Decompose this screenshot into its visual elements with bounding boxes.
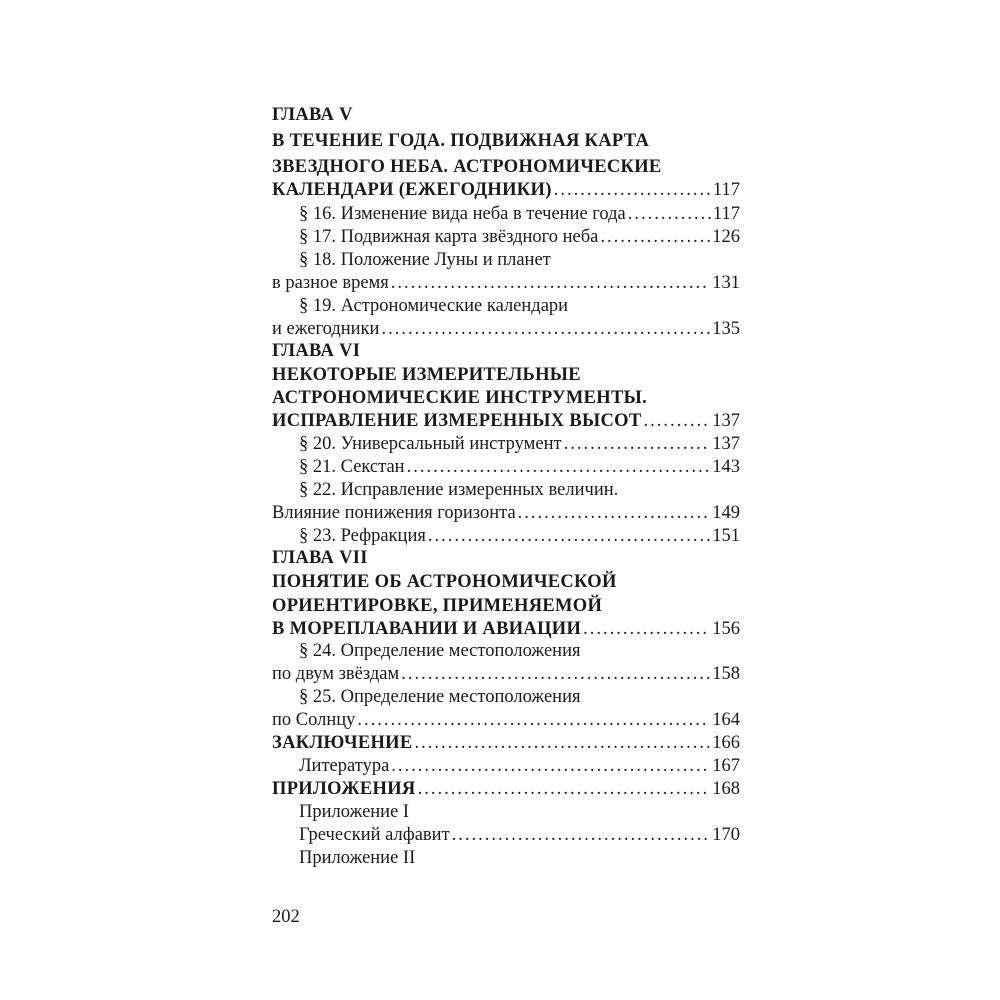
dot-leader bbox=[564, 433, 711, 455]
section-title: Греческий алфавит bbox=[299, 825, 450, 845]
page-ref: 117 bbox=[712, 180, 740, 200]
dot-leader bbox=[600, 226, 710, 248]
section-title: § 23. Рефракция bbox=[299, 526, 426, 546]
page-ref: 156 bbox=[712, 619, 740, 639]
dot-leader bbox=[554, 179, 711, 201]
dot-leader bbox=[415, 732, 711, 754]
toc-entry-section bbox=[272, 502, 740, 524]
section-title: § 17. Подвижная карта звёздного неба bbox=[299, 227, 599, 247]
page-ref: 158 bbox=[712, 664, 740, 684]
dot-leader bbox=[452, 824, 711, 846]
toc-entry-section bbox=[299, 203, 740, 225]
toc-entry-section bbox=[299, 226, 740, 248]
toc-entry-section bbox=[299, 433, 740, 455]
section-title-cont: Влияние понижения горизонта bbox=[272, 503, 516, 523]
toc-entry-section bbox=[299, 456, 740, 478]
chapter-heading: ГЛАВА VI bbox=[272, 341, 361, 361]
dot-leader bbox=[518, 502, 711, 524]
page-ref: 151 bbox=[712, 526, 740, 546]
page-number: 202 bbox=[272, 907, 300, 927]
dot-leader bbox=[401, 663, 710, 685]
section-title-cont: и ежегодники bbox=[272, 319, 380, 339]
toc-entry-section bbox=[272, 318, 740, 340]
page-ref: 137 bbox=[712, 411, 740, 431]
dot-leader bbox=[357, 709, 710, 731]
dot-leader bbox=[391, 755, 710, 777]
dot-leader bbox=[407, 456, 711, 478]
chapter-title-line: АСТРОНОМИЧЕСКИЕ ИНСТРУМЕНТЫ. bbox=[272, 388, 648, 408]
page-ref: 167 bbox=[712, 756, 740, 776]
section-title: § 19. Астрономические календари bbox=[299, 296, 569, 316]
chapter-title-line: НЕКОТОРЫЕ ИЗМЕРИТЕЛЬНЫЕ bbox=[272, 365, 581, 385]
section-title: § 18. Положение Луны и планет bbox=[299, 250, 551, 270]
section-title: § 16. Изменение вида неба в течение года bbox=[299, 204, 626, 224]
page-ref: 170 bbox=[712, 825, 740, 845]
chapter-heading: ГЛАВА VII bbox=[272, 548, 368, 568]
page-ref: 131 bbox=[712, 273, 740, 293]
dot-leader bbox=[428, 525, 710, 547]
dot-leader bbox=[643, 410, 710, 432]
chapter-title-line: В МОРЕПЛАВАНИИ И АВИАЦИИ bbox=[272, 619, 582, 639]
dot-leader bbox=[628, 203, 711, 225]
section-title: § 22. Исправление измеренных величин. bbox=[299, 480, 619, 500]
chapter-title-line: ОРИЕНТИРОВКЕ, ПРИМЕНЯЕМОЙ bbox=[272, 596, 603, 616]
chapter-title-line: ПРИЛОЖЕНИЯ bbox=[272, 779, 416, 799]
chapter-title-line: КАЛЕНДАРИ (ЕЖЕГОДНИКИ) bbox=[272, 180, 552, 200]
section-title-cont: по двум звёздам bbox=[272, 664, 400, 684]
page-ref: 164 bbox=[712, 710, 740, 730]
section-title: Литература bbox=[299, 756, 390, 776]
page-ref: 143 bbox=[712, 457, 740, 477]
page-ref: 135 bbox=[712, 319, 740, 339]
page-ref: 137 bbox=[712, 434, 740, 454]
toc-entry-section bbox=[272, 663, 740, 685]
chapter-title-line: В ТЕЧЕНИЕ ГОДА. ПОДВИЖНАЯ КАРТА bbox=[272, 131, 650, 151]
toc-entry-chapter-7 bbox=[272, 618, 740, 640]
section-title: § 21. Секстан bbox=[299, 457, 405, 477]
toc-entry-appendix bbox=[299, 824, 740, 846]
dot-leader bbox=[391, 272, 710, 294]
section-title: § 25. Определение местоположения bbox=[299, 687, 581, 707]
page-ref: 126 bbox=[712, 227, 740, 247]
chapter-heading: ГЛАВА V bbox=[272, 105, 353, 125]
dot-leader bbox=[583, 618, 710, 640]
toc-entry-chapter-5 bbox=[272, 179, 740, 201]
page-ref: 149 bbox=[712, 503, 740, 523]
toc-entry-literature bbox=[299, 755, 740, 777]
toc-entry-conclusion bbox=[272, 732, 740, 754]
chapter-title-line: ЗВЕЗДНОГО НЕБА. АСТРОНОМИЧЕСКИЕ bbox=[272, 157, 662, 177]
page-ref: 166 bbox=[712, 733, 740, 753]
section-title-cont: по Солнцу bbox=[272, 710, 356, 730]
dot-leader bbox=[418, 778, 711, 800]
toc-entry-section bbox=[299, 525, 740, 547]
chapter-title-line: ПОНЯТИЕ ОБ АСТРОНОМИЧЕСКОЙ bbox=[272, 572, 617, 592]
section-title: § 24. Определение местоположения bbox=[299, 641, 581, 661]
toc-entry-section bbox=[272, 272, 740, 294]
section-title: § 20. Универсальный инструмент bbox=[299, 434, 562, 454]
appendix-label: Приложение I bbox=[299, 802, 410, 822]
appendix-label: Приложение II bbox=[299, 848, 416, 868]
dot-leader bbox=[381, 318, 710, 340]
toc-entry-section bbox=[272, 709, 740, 731]
chapter-title-line: ИСПРАВЛЕНИЕ ИЗМЕРЕННЫХ ВЫСОТ bbox=[272, 411, 642, 431]
page-ref: 117 bbox=[712, 204, 740, 224]
page-ref: 168 bbox=[712, 779, 740, 799]
toc-entry-chapter-6 bbox=[272, 410, 740, 432]
chapter-title-line: ЗАКЛЮЧЕНИЕ bbox=[272, 733, 413, 753]
toc-entry-appendices bbox=[272, 778, 740, 800]
section-title-cont: в разное время bbox=[272, 273, 389, 293]
